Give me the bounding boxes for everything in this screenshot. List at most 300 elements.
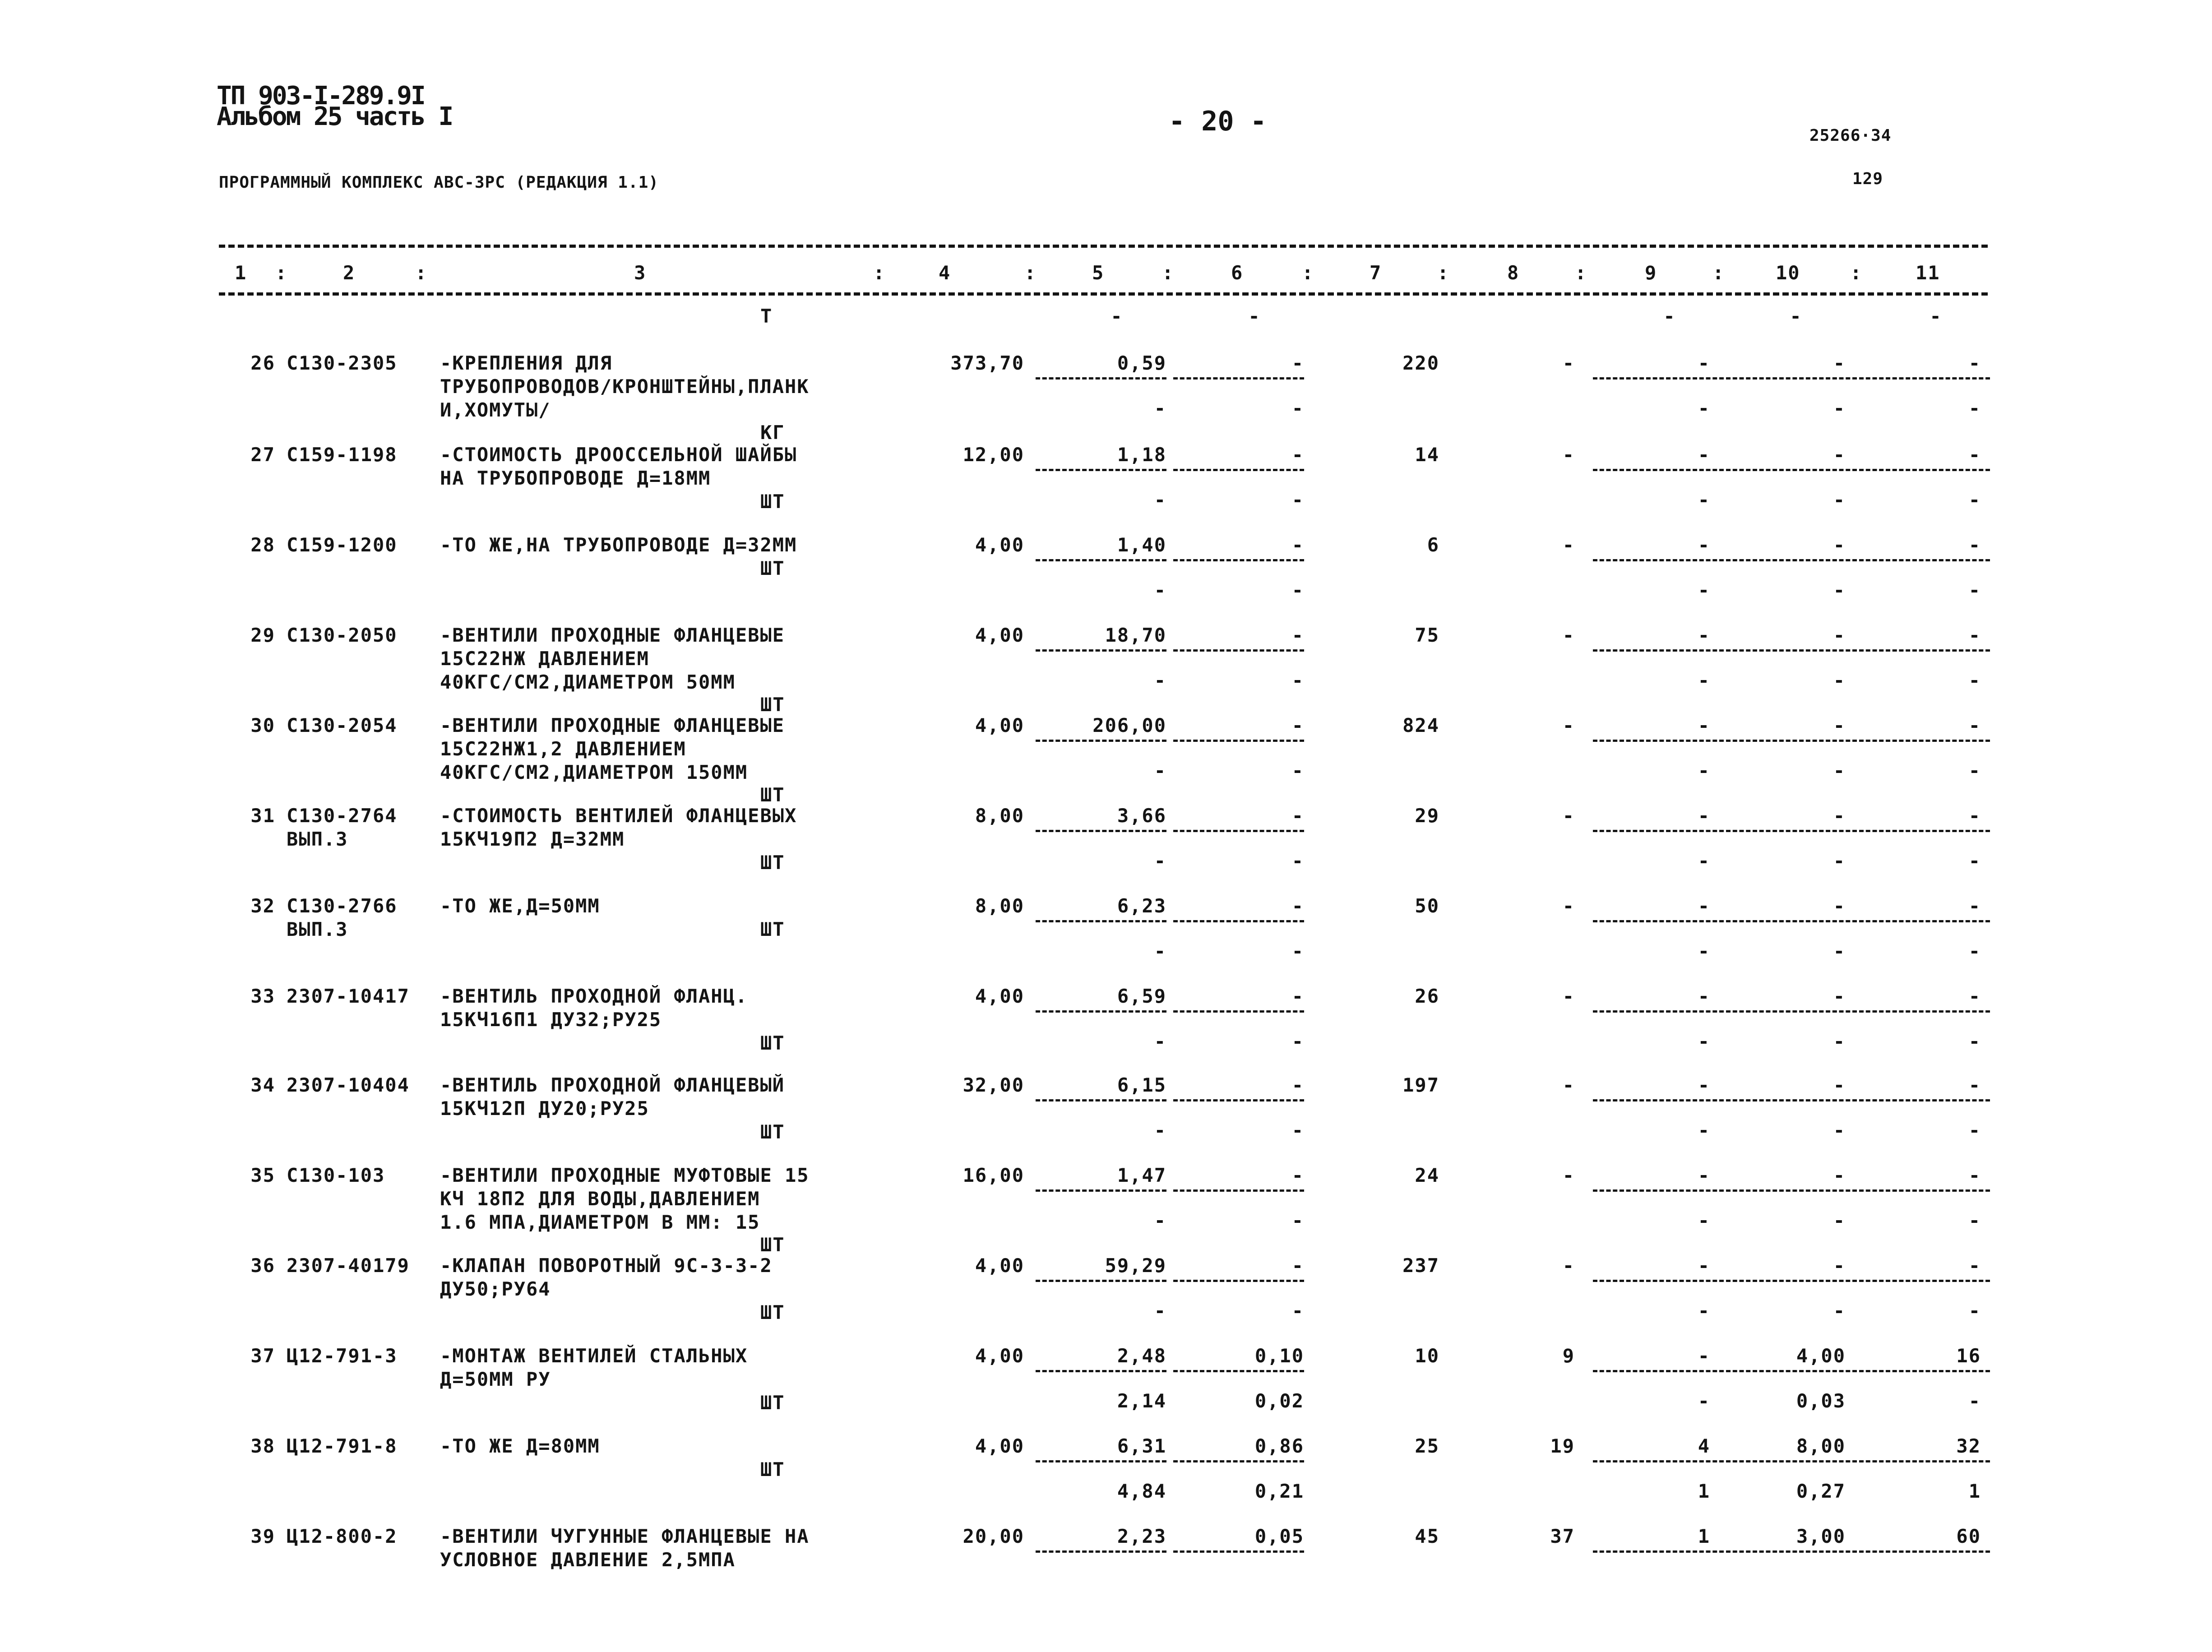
cell-col8: - [1562, 985, 1575, 1007]
cell-col5: 59,29 [1105, 1254, 1166, 1277]
cell-col11: - [1968, 714, 1981, 736]
row-description-line: КЧ 18П2 ДЛЯ ВОДЫ,ДАВЛЕНИЕМ [440, 1188, 760, 1210]
cell-col9-lower: - [1698, 669, 1710, 691]
cell-rule [1173, 649, 1304, 652]
cell-rule [1859, 649, 1990, 652]
cell-col8: - [1562, 534, 1575, 556]
cell-rule [1593, 1460, 1724, 1462]
cell-rule [1859, 1189, 1990, 1192]
cell-col9-lower: - [1698, 1390, 1710, 1412]
cell-rule [1726, 1370, 1857, 1372]
row-description-line: ДУ50;РУ64 [440, 1278, 551, 1300]
cell-rule [1036, 1370, 1166, 1372]
cell-col5-lower: - [1154, 669, 1166, 691]
row-number: 27 [250, 444, 275, 466]
cell-col6-lower: - [1291, 1030, 1304, 1052]
cell-rule [1859, 1550, 1990, 1553]
cell-col7: 10 [1415, 1345, 1439, 1367]
cell-col6: - [1291, 624, 1304, 646]
cell-col10: - [1833, 714, 1846, 736]
page-number: - 20 - [1169, 106, 1267, 137]
cell-col5-lower: - [1154, 759, 1166, 782]
cell-col8: - [1562, 624, 1575, 646]
col-sep-7: : [1437, 262, 1450, 284]
cell-col9: - [1698, 444, 1710, 466]
cell-col6: - [1291, 895, 1304, 917]
cell-col10-lower: - [1833, 489, 1846, 511]
row-code: Ц12-791-3 [287, 1345, 398, 1367]
doc-code: ТП 903-I-289.9I [217, 81, 425, 111]
row-description-line: 40КГС/СМ2,ДИАМЕТРОМ 150ММ [440, 761, 748, 783]
row-unit: ШТ [760, 557, 785, 579]
cell-rule [1859, 1460, 1990, 1462]
cell-col10-lower: - [1833, 1300, 1846, 1322]
cell-col6-lower: - [1291, 1300, 1304, 1322]
row-number: 29 [250, 624, 275, 646]
cell-col9: - [1698, 1345, 1710, 1367]
cell-col9: - [1698, 714, 1710, 736]
col-sep-5: : [1162, 262, 1175, 284]
row-number: 32 [250, 895, 275, 917]
cell-col11-lower: - [1968, 759, 1981, 782]
col-sep-10: : [1850, 262, 1863, 284]
cell-col9: - [1698, 1164, 1710, 1186]
table-top-rule [219, 245, 1988, 248]
col-header-10: 10 [1776, 262, 1800, 284]
cell-col9-lower: - [1698, 1300, 1710, 1322]
row-number: 37 [250, 1345, 275, 1367]
col-header-1: 1 [235, 262, 247, 284]
cell-rule [1036, 1189, 1166, 1192]
row-code-suffix: ВЫП.3 [287, 828, 348, 850]
cell-rule [1173, 559, 1304, 561]
cell-col5-lower: 2,14 [1117, 1390, 1166, 1412]
col-header-3: 3 [634, 262, 647, 284]
cell-col6: - [1291, 352, 1304, 374]
cell-col6-lower: - [1291, 669, 1304, 691]
cell-col6: - [1291, 714, 1304, 736]
unit-label: Т [760, 305, 773, 327]
cell-col5: 6,15 [1117, 1074, 1166, 1096]
cell-col4: 373,70 [950, 352, 1024, 374]
cell-rule [1593, 1099, 1724, 1101]
cell-col9: - [1698, 534, 1710, 556]
cell-col4: 4,00 [975, 1435, 1024, 1457]
cell-col4: 20,00 [963, 1525, 1024, 1547]
cell-col11-lower: - [1968, 489, 1981, 511]
cell-col6: - [1291, 1254, 1304, 1277]
cell-col5: 1,18 [1117, 444, 1166, 466]
cell-col9-lower: - [1698, 759, 1710, 782]
row-code: 2307-10404 [287, 1074, 410, 1096]
cell-col7: 45 [1415, 1525, 1439, 1547]
row-description-line: -ВЕНТИЛИ ПРОХОДНЫЕ ФЛАНЦЕВЫЕ [440, 624, 785, 646]
cell-col9: 1 [1698, 1525, 1710, 1547]
cell-rule [1036, 469, 1166, 471]
cell-col6: - [1291, 985, 1304, 1007]
row-code: С159-1198 [287, 444, 398, 466]
row-description-line: -ВЕНТИЛЬ ПРОХОДНОЙ ФЛАНЦ. [440, 985, 748, 1007]
cell-rule [1593, 1189, 1724, 1192]
cell-col11-lower: - [1968, 1209, 1981, 1231]
col-sep-9: : [1712, 262, 1725, 284]
row-code: С130-2050 [287, 624, 398, 646]
cell-col5: 6,23 [1117, 895, 1166, 917]
row-description-line: 1.6 МПА,ДИАМЕТРОМ В ММ: 15 [440, 1211, 760, 1233]
cell-rule [1173, 1280, 1304, 1282]
row-unit: ШТ [760, 918, 785, 940]
row-code: С130-2305 [287, 352, 398, 374]
cell-col10: - [1833, 1074, 1846, 1096]
col-sep-1: : [275, 262, 288, 284]
row-description-line: -ВЕНТИЛИ ПРОХОДНЫЕ ФЛАНЦЕВЫЕ [440, 714, 785, 736]
col-header-2: 2 [343, 262, 356, 284]
col-sep-3: : [873, 262, 886, 284]
cell-rule [1036, 1550, 1166, 1553]
cell-col6-lower: - [1291, 1209, 1304, 1231]
row-description-line: 40КГС/СМ2,ДИАМЕТРОМ 50ММ [440, 671, 736, 693]
cell-col6: 0,86 [1254, 1435, 1304, 1457]
col-sep-4: : [1024, 262, 1037, 284]
cell-rule [1859, 1099, 1990, 1101]
cell-col9-lower: - [1698, 1209, 1710, 1231]
row-description-line: Д=50ММ РУ [440, 1368, 551, 1390]
row-number: 31 [250, 805, 275, 827]
cell-rule [1173, 1010, 1304, 1013]
cell-col10-lower: - [1833, 579, 1846, 601]
cell-rule [1036, 740, 1166, 742]
row-unit: ШТ [760, 694, 785, 716]
cell-rule [1593, 377, 1724, 379]
row-unit: ШТ [760, 491, 785, 513]
cell-col9: - [1698, 352, 1710, 374]
cell-col5-lower: - [1111, 305, 1123, 327]
cell-rule [1726, 1189, 1857, 1192]
cell-rule [1593, 1370, 1724, 1372]
cell-col6-lower: - [1291, 759, 1304, 782]
cell-col10-lower: - [1833, 1119, 1846, 1141]
col-sep-8: : [1575, 262, 1587, 284]
row-code: 2307-10417 [287, 985, 410, 1007]
row-code: 2307-40179 [287, 1254, 410, 1277]
stamp-number: 25266·34 [1809, 126, 1892, 145]
cell-rule [1036, 1099, 1166, 1101]
row-unit: ШТ [760, 1458, 785, 1481]
cell-col4: 4,00 [975, 985, 1024, 1007]
cell-rule [1173, 740, 1304, 742]
col-header-9: 9 [1645, 262, 1657, 284]
cell-col5: 6,31 [1117, 1435, 1166, 1457]
cell-col9-lower: - [1663, 305, 1676, 327]
row-unit: ШТ [760, 1392, 785, 1414]
cell-col10: - [1833, 624, 1846, 646]
cell-col11: - [1968, 1074, 1981, 1096]
row-description-line: 15С22НЖ1,2 ДАВЛЕНИЕМ [440, 738, 686, 760]
row-description-line: -КЛАПАН ПОВОРОТНЫЙ 9С-3-3-2 [440, 1254, 773, 1277]
cell-rule [1173, 1189, 1304, 1192]
row-number: 39 [250, 1525, 275, 1547]
cell-col11: - [1968, 805, 1981, 827]
row-description-line: -ТО ЖЕ Д=80ММ [440, 1435, 600, 1457]
cell-col7: 29 [1415, 805, 1439, 827]
row-number: 36 [250, 1254, 275, 1277]
cell-col10: - [1833, 1164, 1846, 1186]
cell-rule [1036, 1010, 1166, 1013]
cell-col8: - [1562, 352, 1575, 374]
row-number: 28 [250, 534, 275, 556]
row-number: 33 [250, 985, 275, 1007]
cell-rule [1859, 830, 1990, 832]
cell-col5: 1,40 [1117, 534, 1166, 556]
cell-rule [1726, 1099, 1857, 1101]
cell-rule [1859, 920, 1990, 922]
cell-col5-lower: 4,84 [1117, 1480, 1166, 1502]
cell-col11-lower: - [1968, 850, 1981, 872]
cell-rule [1593, 740, 1724, 742]
cell-rule [1173, 1099, 1304, 1101]
cell-col6-lower: - [1291, 940, 1304, 962]
cell-col8: 9 [1562, 1345, 1575, 1367]
col-header-7: 7 [1370, 262, 1382, 284]
row-code-suffix: ВЫП.3 [287, 918, 348, 940]
cell-col5: 2,48 [1117, 1345, 1166, 1367]
col-header-8: 8 [1507, 262, 1520, 284]
row-description-line: ТРУБОПРОВОДОВ/КРОНШТЕЙНЫ,ПЛАНК [440, 375, 810, 398]
col-header-4: 4 [939, 262, 951, 284]
cell-col8: - [1562, 895, 1575, 917]
cell-rule [1726, 1280, 1857, 1282]
row-unit: ШТ [760, 851, 785, 874]
cell-col10: - [1833, 985, 1846, 1007]
cell-rule [1173, 830, 1304, 832]
cell-rule [1036, 920, 1166, 922]
cell-rule [1726, 1010, 1857, 1013]
cell-rule [1036, 1460, 1166, 1462]
cell-col5: 2,23 [1117, 1525, 1166, 1547]
cell-col11: - [1968, 444, 1981, 466]
row-description-line: И,ХОМУТЫ/ [440, 399, 551, 421]
cell-rule [1593, 559, 1724, 561]
cell-col10: - [1833, 534, 1846, 556]
cell-rule [1593, 1280, 1724, 1282]
cell-col6: - [1291, 805, 1304, 827]
cell-col10-lower: - [1833, 1209, 1846, 1231]
row-unit: ШТ [760, 1301, 785, 1323]
row-code: С159-1200 [287, 534, 398, 556]
cell-col4: 12,00 [963, 444, 1024, 466]
cell-rule [1726, 740, 1857, 742]
cell-col6-lower: - [1291, 850, 1304, 872]
row-code: С130-2764 [287, 805, 398, 827]
cell-col5-lower: - [1154, 579, 1166, 601]
cell-col9: - [1698, 624, 1710, 646]
cell-col7: 220 [1402, 352, 1439, 374]
cell-col4: 16,00 [963, 1164, 1024, 1186]
cell-col7: 26 [1415, 985, 1439, 1007]
cell-col10: - [1833, 444, 1846, 466]
cell-col6: - [1291, 1074, 1304, 1096]
row-description-line: 15С22НЖ ДАВЛЕНИЕМ [440, 648, 649, 670]
cell-col11: - [1968, 624, 1981, 646]
cell-col11-lower: - [1968, 1030, 1981, 1052]
cell-col7: 6 [1427, 534, 1439, 556]
cell-col5: 3,66 [1117, 805, 1166, 827]
row-unit: КГ [760, 421, 785, 444]
row-description-line: -МОНТАЖ ВЕНТИЛЕЙ СТАЛЬНЫХ [440, 1345, 748, 1367]
cell-col8: - [1562, 805, 1575, 827]
cell-col6: 0,05 [1254, 1525, 1304, 1547]
cell-col10: 4,00 [1796, 1345, 1846, 1367]
cell-col7: 197 [1402, 1074, 1439, 1096]
cell-rule [1173, 920, 1304, 922]
cell-col10-lower: 0,03 [1796, 1390, 1846, 1412]
cell-col4: 4,00 [975, 714, 1024, 736]
cell-col9-lower: - [1698, 1119, 1710, 1141]
col-header-6: 6 [1231, 262, 1244, 284]
cell-col6-lower: - [1291, 1119, 1304, 1141]
cell-rule [1726, 1460, 1857, 1462]
cell-col11-lower: - [1968, 669, 1981, 691]
cell-rule [1593, 649, 1724, 652]
cell-col10-lower: - [1833, 669, 1846, 691]
cell-rule [1726, 1550, 1857, 1553]
row-description-line: -КРЕПЛЕНИЯ ДЛЯ [440, 352, 613, 374]
row-description-line: -ВЕНТИЛЬ ПРОХОДНОЙ ФЛАНЦЕВЫЙ [440, 1074, 785, 1096]
row-description-line: -ТО ЖЕ,НА ТРУБОПРОВОДЕ Д=32ММ [440, 534, 797, 556]
cell-rule [1593, 469, 1724, 471]
cell-rule [1036, 377, 1166, 379]
cell-col10-lower: - [1833, 940, 1846, 962]
cell-col9: - [1698, 985, 1710, 1007]
cell-col11-lower: - [1968, 1119, 1981, 1141]
row-unit: ШТ [760, 1121, 785, 1143]
cell-rule [1859, 1280, 1990, 1282]
cell-col7: 14 [1415, 444, 1439, 466]
cell-col9-lower: - [1698, 579, 1710, 601]
cell-col7: 25 [1415, 1435, 1439, 1457]
cell-rule [1726, 920, 1857, 922]
cell-col5: 0,59 [1117, 352, 1166, 374]
cell-col5-lower: - [1154, 850, 1166, 872]
cell-col10: - [1833, 1254, 1846, 1277]
cell-rule [1859, 1370, 1990, 1372]
row-description-line: -СТОИМОСТЬ ДРООССЕЛЬНОЙ ШАЙБЫ [440, 444, 797, 466]
row-description-line: 15КЧ16П1 ДУ32;РУ25 [440, 1009, 662, 1031]
cell-col5-lower: - [1154, 1300, 1166, 1322]
cell-col11: - [1968, 985, 1981, 1007]
cell-rule [1173, 1460, 1304, 1462]
cell-col11-lower: - [1968, 940, 1981, 962]
cell-col7: 75 [1415, 624, 1439, 646]
row-description-line: УСЛОВНОЕ ДАВЛЕНИЕ 2,5МПА [440, 1549, 736, 1571]
cell-col4: 4,00 [975, 534, 1024, 556]
row-description-line: -ТО ЖЕ,Д=50ММ [440, 895, 600, 917]
row-description-line: 15КЧ19П2 Д=32ММ [440, 828, 625, 850]
cell-col11: - [1968, 352, 1981, 374]
cell-col10-lower: - [1833, 397, 1846, 419]
cell-col10-lower: 0,27 [1796, 1480, 1846, 1502]
cell-col10: - [1833, 805, 1846, 827]
cell-col5: 206,00 [1092, 714, 1166, 736]
cell-rule [1726, 649, 1857, 652]
cell-rule [1859, 740, 1990, 742]
row-description-line: 15КЧ12П ДУ20;РУ25 [440, 1097, 649, 1120]
cell-rule [1173, 1550, 1304, 1553]
cell-col10-lower: - [1833, 1030, 1846, 1052]
cell-col8: - [1562, 444, 1575, 466]
cell-col6: - [1291, 1164, 1304, 1186]
row-code: С130-2054 [287, 714, 398, 736]
cell-col9-lower: - [1698, 850, 1710, 872]
cell-col5-lower: - [1154, 1030, 1166, 1052]
row-description-line: -ВЕНТИЛИ ЧУГУННЫЕ ФЛАНЦЕВЫЕ НА [440, 1525, 810, 1547]
cell-rule [1036, 1280, 1166, 1282]
cell-col4: 8,00 [975, 895, 1024, 917]
row-code: С130-2766 [287, 895, 398, 917]
cell-col7: 824 [1402, 714, 1439, 736]
cell-col11-lower: - [1968, 397, 1981, 419]
cell-col9-lower: - [1698, 940, 1710, 962]
cell-rule [1036, 830, 1166, 832]
cell-rule [1036, 649, 1166, 652]
cell-col6-lower: - [1291, 489, 1304, 511]
cell-rule [1173, 469, 1304, 471]
cell-col5-lower: - [1154, 1209, 1166, 1231]
cell-col5-lower: - [1154, 397, 1166, 419]
cell-col11: 60 [1956, 1525, 1981, 1547]
row-number: 38 [250, 1435, 275, 1457]
col-sep-6: : [1302, 262, 1314, 284]
cell-col6-lower: 0,02 [1254, 1390, 1304, 1412]
row-number: 34 [250, 1074, 275, 1096]
cell-col9-lower: - [1698, 1030, 1710, 1052]
cell-col10-lower: - [1790, 305, 1802, 327]
cell-col5: 1,47 [1117, 1164, 1166, 1186]
cell-col10: 8,00 [1796, 1435, 1846, 1457]
cell-col8: 19 [1550, 1435, 1575, 1457]
row-code: Ц12-800-2 [287, 1525, 398, 1547]
table-header-rule [219, 292, 1988, 296]
cell-rule [1726, 469, 1857, 471]
cell-col7: 50 [1415, 895, 1439, 917]
col-header-11: 11 [1916, 262, 1940, 284]
cell-col10-lower: - [1833, 759, 1846, 782]
cell-col11-lower: - [1930, 305, 1942, 327]
cell-rule [1859, 469, 1990, 471]
cell-col4: 4,00 [975, 1254, 1024, 1277]
cell-col11: - [1968, 895, 1981, 917]
row-description-line: -СТОИМОСТЬ ВЕНТИЛЕЙ ФЛАНЦЕВЫХ [440, 805, 797, 827]
cell-col4: 32,00 [963, 1074, 1024, 1096]
cell-rule [1036, 559, 1166, 561]
cell-col8: - [1562, 1164, 1575, 1186]
cell-col9: - [1698, 805, 1710, 827]
cell-col5-lower: - [1154, 1119, 1166, 1141]
cell-col6-lower: - [1291, 579, 1304, 601]
cell-col8: - [1562, 714, 1575, 736]
cell-col10: - [1833, 352, 1846, 374]
cell-col6: - [1291, 534, 1304, 556]
cell-col8: - [1562, 1254, 1575, 1277]
cell-col5-lower: - [1154, 489, 1166, 511]
cell-col4: 8,00 [975, 805, 1024, 827]
cell-col4: 4,00 [975, 1345, 1024, 1367]
cell-rule [1173, 377, 1304, 379]
sheet-number: 129 [1852, 170, 1883, 188]
cell-col6: 0,10 [1254, 1345, 1304, 1367]
row-number: 30 [250, 714, 275, 736]
cell-rule [1593, 1550, 1724, 1553]
